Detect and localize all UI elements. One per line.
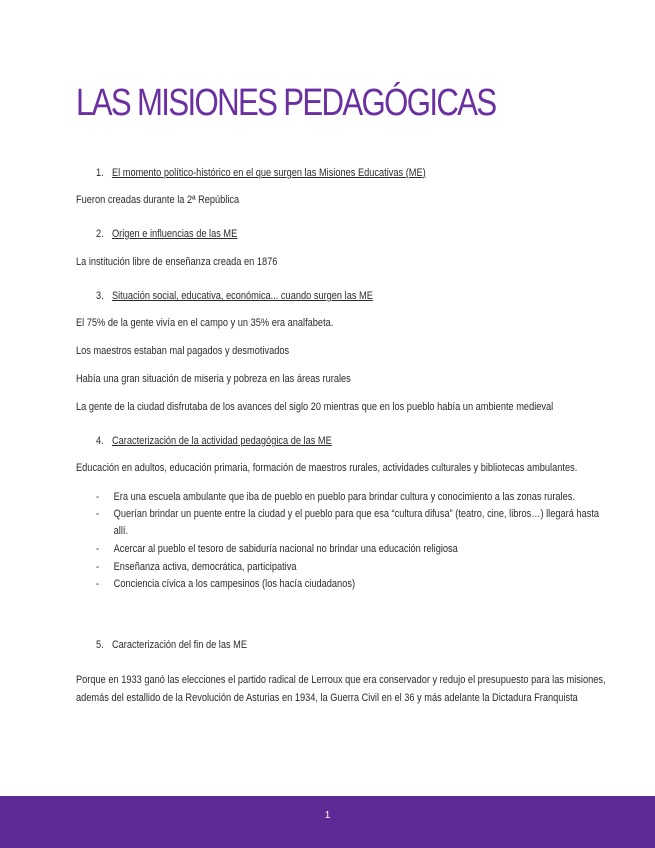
paragraph: Los maestros estaban mal pagados y desmotivados xyxy=(76,345,290,357)
paragraph: además del estallido de la Revolución de Asturias en 1934, la Guerra Civil en el 36 y más adelante la Dictadura Franquista xyxy=(76,692,578,704)
bullet-text: Acercar al pueblo el tesoro de sabiduría nacional no brindar una educación religiosa xyxy=(113,543,458,555)
section-number: 2. xyxy=(96,228,104,240)
paragraph: La gente de la ciudad disfrutaba de los avances del siglo 20 mientras que en los pueblo había un ambiente medieval xyxy=(76,401,554,413)
bullet-text: Conciencia cívica a los campesinos (los hacía ciudadanos) xyxy=(113,578,356,590)
bullet-marker: - xyxy=(96,491,100,503)
section-heading-text: Origen e influencias de las ME xyxy=(111,228,238,240)
section-number: 5. xyxy=(96,639,104,651)
bullet-text: Era una escuela ambulante que iba de pueblo en pueblo para brindar cultura y conocimiento a las zonas rurales. xyxy=(113,491,575,503)
paragraph: Había una gran situación de miseria y pobreza en las áreas rurales xyxy=(76,373,351,385)
section-heading-text: Caracterización del fin de las ME xyxy=(111,639,248,651)
bullet-text: Enseñanza activa, democrática, participativa xyxy=(113,561,297,573)
section-number: 4. xyxy=(96,435,104,447)
section-heading-text: Situación social, educativa, económica... cuando surgen las ME xyxy=(111,290,373,302)
paragraph: La institución libre de enseñanza creada en 1876 xyxy=(76,256,278,268)
section-heading-text: El momento político-histórico en el que surgen las Misiones Educativas (ME) xyxy=(111,167,426,179)
bullet-marker: - xyxy=(96,508,100,520)
page-title: LAS MISIONES PEDAGÓGICAS xyxy=(76,82,496,124)
paragraph: Fueron creadas durante la 2ª República xyxy=(76,194,240,206)
paragraph: Educación en adultos, educación primaria, formación de maestros rurales, actividades culturales y bibliotecas ambulantes. xyxy=(76,462,578,474)
page-footer xyxy=(0,796,655,848)
paragraph: Porque en 1933 ganó las elecciones el partido radical de Lerroux que era conservador y redujo el presupuesto para las misiones, xyxy=(76,674,606,686)
section-number: 3. xyxy=(96,290,104,302)
bullet-marker: - xyxy=(96,543,100,555)
section-number: 1. xyxy=(96,167,104,179)
bullet-text: allí. xyxy=(113,525,129,537)
paragraph: El 75% de la gente vivía en el campo y un 35% era analfabeta. xyxy=(76,317,334,329)
section-heading-text: Caracterización de la actividad pedagógica de las ME xyxy=(111,435,332,447)
bullet-text: Querían brindar un puente entre la ciudad y el pueblo para que esa “cultura difusa” (teatro, cine, libros…) llegará hasta xyxy=(113,508,600,520)
bullet-marker: - xyxy=(96,561,100,573)
bullet-marker: - xyxy=(96,578,100,590)
page-number: 1 xyxy=(324,810,331,821)
